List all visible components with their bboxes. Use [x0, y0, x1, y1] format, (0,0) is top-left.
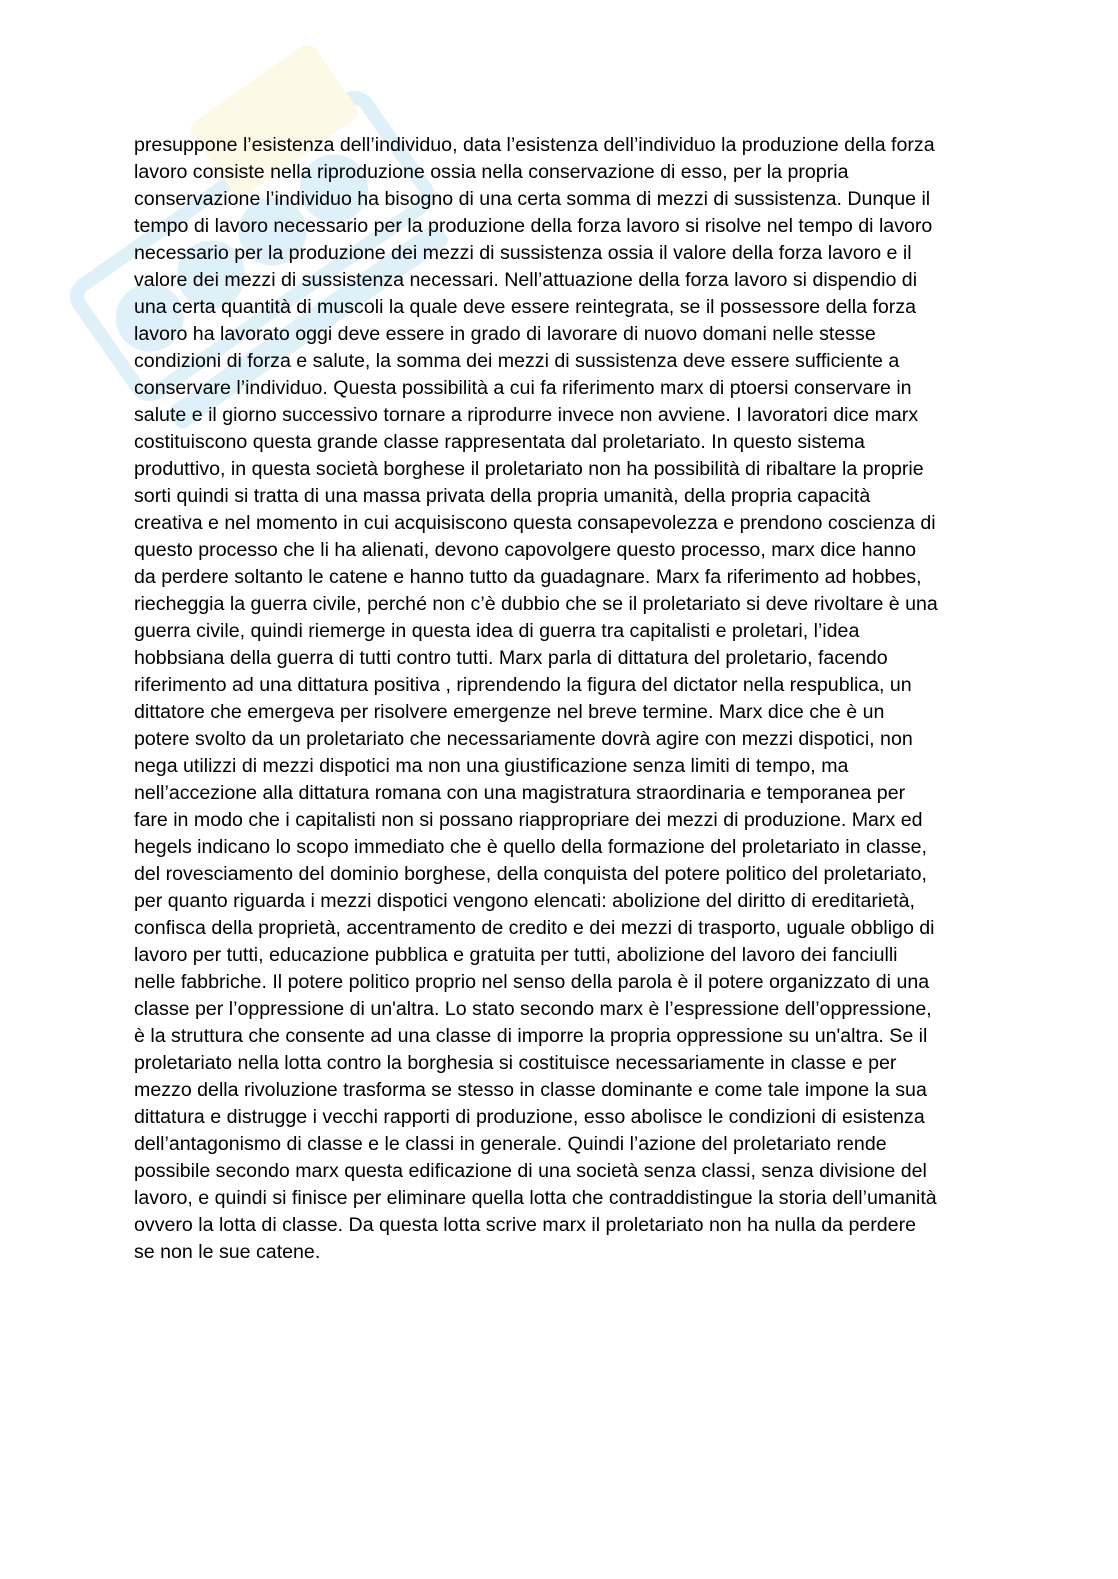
text-line: dittatura e distrugge i vecchi rapporti di produzione, esso abolisce le condizioni di esistenza [134, 1106, 925, 1128]
text-line: valore dei mezzi di sussistenza necessari. Nell’attuazione della forza lavoro si dispendio di [134, 269, 918, 291]
text-line: riecheggia la guerra civile, perché non c’è dubbio che se il proletariato si deve rivoltare è una [134, 593, 938, 615]
text-line: sorti quindi si tratta di una massa privata della propria umanità, della propria capacità [134, 485, 871, 507]
text-line: ovvero la lotta di classe. Da questa lotta scrive marx il proletariato non ha nulla da perdere [134, 1214, 916, 1236]
text-line: lavoro ha lavorato oggi deve essere in grado di lavorare di nuovo domani nelle stesse [134, 323, 876, 345]
text-line: fare in modo che i capitalisti non si possano riappropriare dei mezzi di produzione. Marx ed [134, 809, 923, 831]
text-line: mezzo della rivoluzione trasforma se stesso in classe dominante e come tale impone la sua [134, 1079, 927, 1101]
text-line: necessario per la produzione dei mezzi di sussistenza ossia il valore della forza lavoro e il [134, 242, 912, 264]
text-line: questo processo che li ha alienati, devono capovolgere questo processo, marx dice hanno [134, 539, 917, 561]
text-line: nell’accezione alla dittatura romana con una magistratura straordinaria e temporanea per [134, 782, 906, 804]
text-line: costituiscono questa grande classe rappresentata dal proletariato. In questo sistema [134, 431, 865, 453]
text-line: potere svolto da un proletariato che necessariamente dovrà agire con mezzi dispotici, non [134, 728, 913, 750]
text-line: proletariato nella lotta contro la borghesia si costituisce necessariamente in classe e per [134, 1052, 897, 1074]
body-text [134, 132, 984, 1266]
text-line: da perdere soltanto le catene e hanno tutto da guadagnare. Marx fa riferimento ad hobbes, [134, 566, 922, 588]
text-line: lavoro, e quindi si finisce per eliminare quella lotta che contraddistingue la storia dell’umanità [134, 1187, 937, 1209]
text-line: nelle fabbriche. Il potere politico proprio nel senso della parola è il potere organizzato di una [134, 971, 930, 993]
text-line: possibile secondo marx questa edificazione di una società senza classi, senza divisione del [134, 1160, 927, 1182]
text-line: guerra civile, quindi riemerge in questa idea di guerra tra capitalisti e proletari, l’idea [134, 620, 860, 642]
text-line: nega utilizzi di mezzi dispotici ma non una giustificazione senza limiti di tempo, ma [134, 755, 849, 777]
text-line: dell’antagonismo di classe e le classi in generale. Quindi l’azione del proletariato rende [134, 1133, 887, 1155]
text-line: conservare l’individuo. Questa possibilità a cui fa riferimento marx di ptoersi conservare in [134, 377, 912, 399]
text-line: se non le sue catene. [134, 1241, 321, 1263]
text-line: condizioni di forza e salute, la somma dei mezzi di sussistenza deve essere sufficiente a [134, 350, 900, 372]
text-line: riferimento ad una dittatura positiva , riprendendo la figura del dictator nella respublica, un [134, 674, 912, 696]
text-line: lavoro per tutti, educazione pubblica e gratuita per tutti, abolizione del lavoro dei fanciulli [134, 944, 898, 966]
text-line: classe per l’oppressione di un'altra. Lo stato secondo marx è l’espressione dell’oppressione, [134, 998, 932, 1020]
text-line: lavoro consiste nella riproduzione ossia nella conservazione di esso, per la propria [134, 161, 849, 183]
text-line: hobbsiana della guerra di tutti contro tutti. Marx parla di dittatura del proletario, facendo [134, 647, 888, 669]
text-line: una certa quantità di muscoli la quale deve essere reintegrata, se il possessore della forza [134, 296, 917, 318]
text-line: creativa e nel momento in cui acquisiscono questa consapevolezza e prendono coscienza di [134, 512, 936, 534]
text-line: è la struttura che consente ad una classe di imporre la propria oppressione su un'altra. Se il [134, 1025, 928, 1047]
text-line: presuppone l’esistenza dell’individuo, data l’esistenza dell’individuo la produzione della forza [134, 134, 935, 156]
text-line: per quanto riguarda i mezzi dispotici vengono elencati: abolizione del diritto di ereditarietà, [134, 890, 915, 912]
text-line: tempo di lavoro necessario per la produzione della forza lavoro si risolve nel tempo di lavoro [134, 215, 933, 237]
text-line: conservazione l’individuo ha bisogno di una certa somma di mezzi di sussistenza. Dunque il [134, 188, 931, 210]
text-line: confisca della proprietà, accentramento de credito e dei mezzi di trasporto, uguale obbligo di [134, 917, 935, 939]
text-line: dittatore che emergeva per risolvere emergenze nel breve termine. Marx dice che è un [134, 701, 885, 723]
text-line: produttivo, in questa società borghese il proletariato non ha possibilità di ribaltare la proprie [134, 458, 924, 480]
text-line: hegels indicano lo scopo immediato che è quello della formazione del proletariato in classe, [134, 836, 927, 858]
text-line: salute e il giorno successivo tornare a riprodurre invece non avviene. I lavoratori dice marx [134, 404, 919, 426]
text-line: del rovesciamento del dominio borghese, della conquista del potere politico del proletariato, [134, 863, 927, 885]
